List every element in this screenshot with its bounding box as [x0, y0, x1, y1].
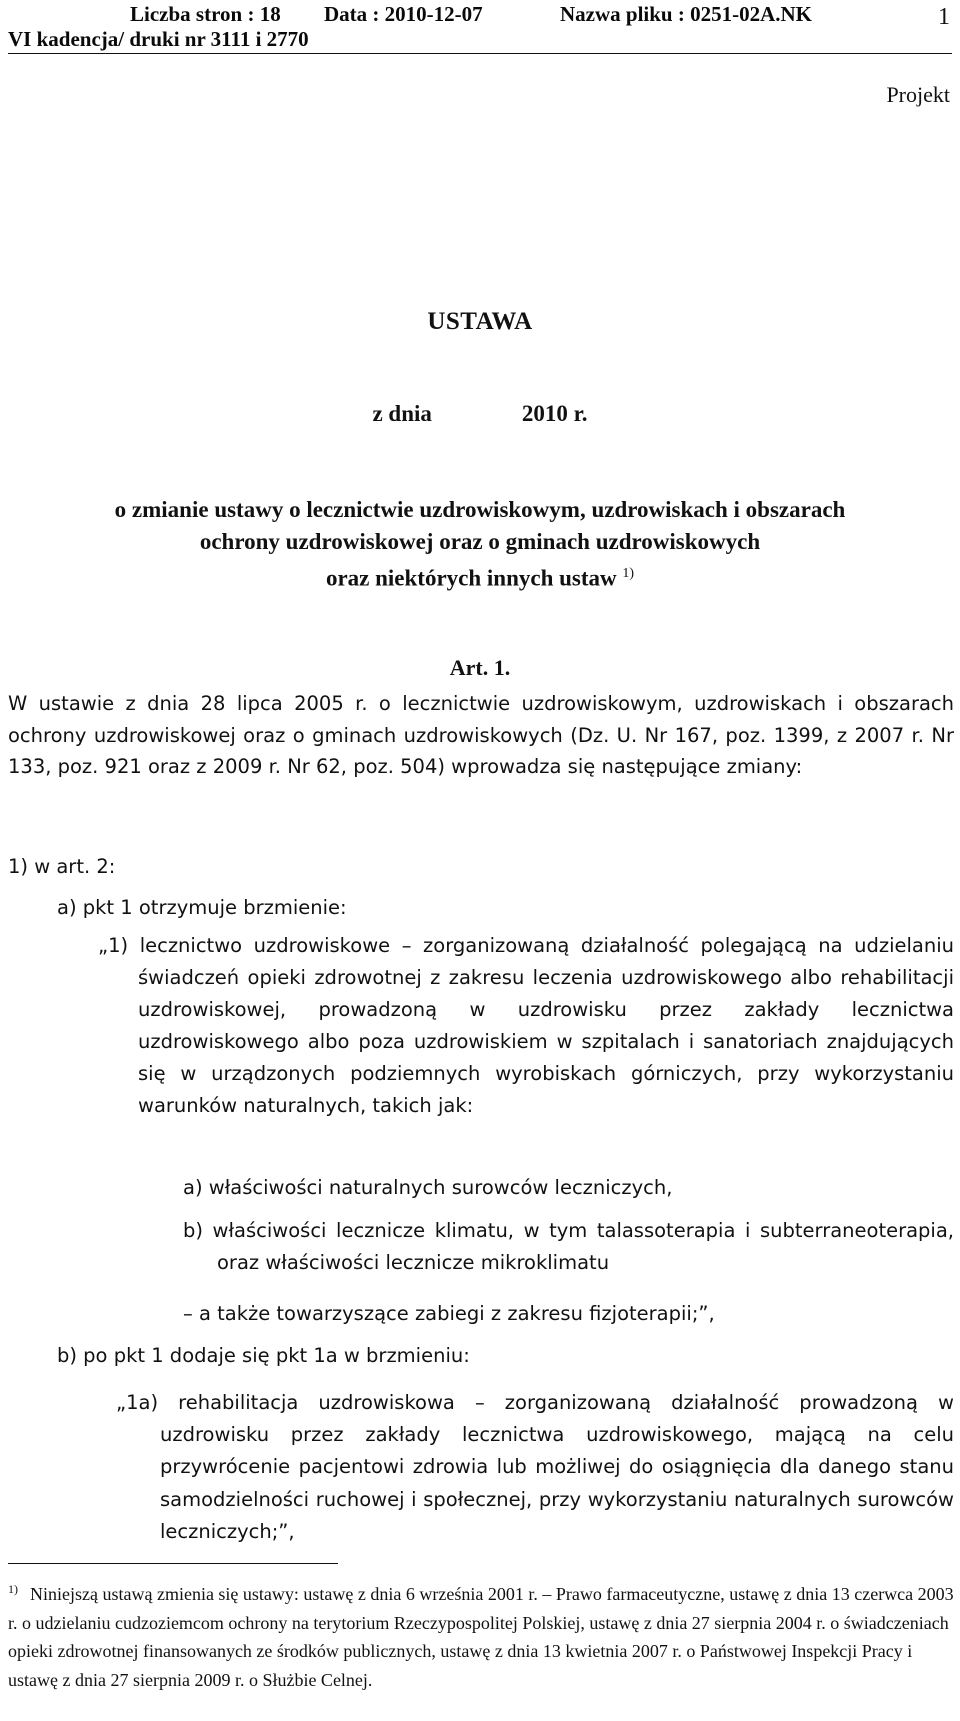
date-prefix: z dnia [372, 401, 432, 426]
item-1: 1) w art. 2: [8, 855, 116, 878]
projekt-label: Projekt [886, 82, 950, 107]
header-rule [8, 53, 952, 54]
header-cadence: VI kadencja/ druki nr 3111 i 2770 [8, 27, 309, 51]
title-line: o zmianie ustawy o lecznictwie uzdrowiskowym, uzdrowiskach i obszarach [114, 497, 846, 522]
footnote-rule [8, 1563, 338, 1564]
dash-clause: – a także towarzyszące zabiegi z zakresu fizjoterapii;”, [183, 1302, 715, 1325]
header-page-count: Liczba stron : 18 [130, 2, 281, 26]
footnote-text: Niniejszą ustawą zmienia się ustawy: ustawę z dnia 6 września 2001 r. – Prawo farmaceutyczne, ustawę z dnia 13 czerwca 2003 r. o udzielaniu cudzoziemcom ochrony na terytorium Rzeczypospolitej Polskiej, ustawę z dnia 27 sierpnia 2004 r. o świadczeniach opieki zdrowotnej finansowanych ze środków publicznych, ustawę z dnia 13 kwietnia 2007 r. o Państwowej Inspekcji Pracy i ustawę z dnia 27 sierpnia 2009 r. o Służbie Celnej. [8, 1584, 954, 1690]
definition-1a: „1a) rehabilitacja uzdrowiskowa – zorganizowaną działalność prowadzoną w uzdrowisku przez zakłady lecznictwa uzdrowiskowego, mającą na celu przywrócenie pacjentowi zdrowia lub możliwej do osiągnięcia dla danego stanu samodzielności ruchowej i społecznej, przy wykorzystaniu naturalnych surowców leczniczych;”, [116, 1391, 954, 1543]
header-date: Data : 2010-12-07 [324, 2, 483, 26]
subpoint-b: b) właściwości lecznicze klimatu, w tym talassoterapia i subterraneoterapia, oraz właściwości lecznicze mikroklimatu [183, 1219, 954, 1274]
footnote-mark: 1) [8, 1582, 18, 1596]
header-filename: Nazwa pliku : 0251-02A.NK [560, 2, 813, 26]
item-a: a) pkt 1 otrzymuje brzmienie: [57, 896, 347, 919]
title-line: oraz niektórych innych ustaw $^{1)}$ [325, 565, 635, 591]
definition-1: „1) lecznictwo uzdrowiskowe – zorganizowaną działalność polegającą na udzielaniu świadczeń opieki zdrowotnej z zakresu leczenia uzdrowiskowego albo rehabilitacji uzdrowiskowej, prowadzoną w uzdrowisku przez zakłady lecznictwa uzdrowiskowego albo poza uzdrowiskiem w szpitalach i sanatoriach znajdujących się w urządzonych podziemnych wyrobiskach górniczych, przy wykorzystaniu warunków naturalnych, takich jak: [98, 934, 954, 1117]
item-b: b) po pkt 1 dodaje się pkt 1a w brzmieniu: [57, 1344, 470, 1367]
document-title [0, 494, 960, 595]
document-type: USTAWA [427, 308, 533, 335]
page-number: 1 [938, 4, 950, 30]
article-heading: Art. 1. [449, 655, 511, 680]
title-footnote-mark: 1) [622, 566, 635, 581]
document-date [0, 401, 960, 427]
footnote [8, 1575, 954, 1694]
title-line: ochrony uzdrowiskowej oraz o gminach uzdrowiskowych [199, 529, 761, 554]
subpoint-a: a) właściwości naturalnych surowców leczniczych, [183, 1176, 673, 1199]
intro-paragraph: W ustawie z dnia 28 lipca 2005 r. o lecznictwie uzdrowiskowym, uzdrowiskach i obszarach ochrony uzdrowiskowej oraz o gminach uzdrowiskowych (Dz. U. Nr 167, poz. 1399, z 2007 r. Nr 133, poz. 921 oraz z 2009 r. Nr 62, poz. 504) wprowadza się następujące zmiany: [8, 692, 954, 779]
date-year: 2010 r. [521, 401, 588, 426]
